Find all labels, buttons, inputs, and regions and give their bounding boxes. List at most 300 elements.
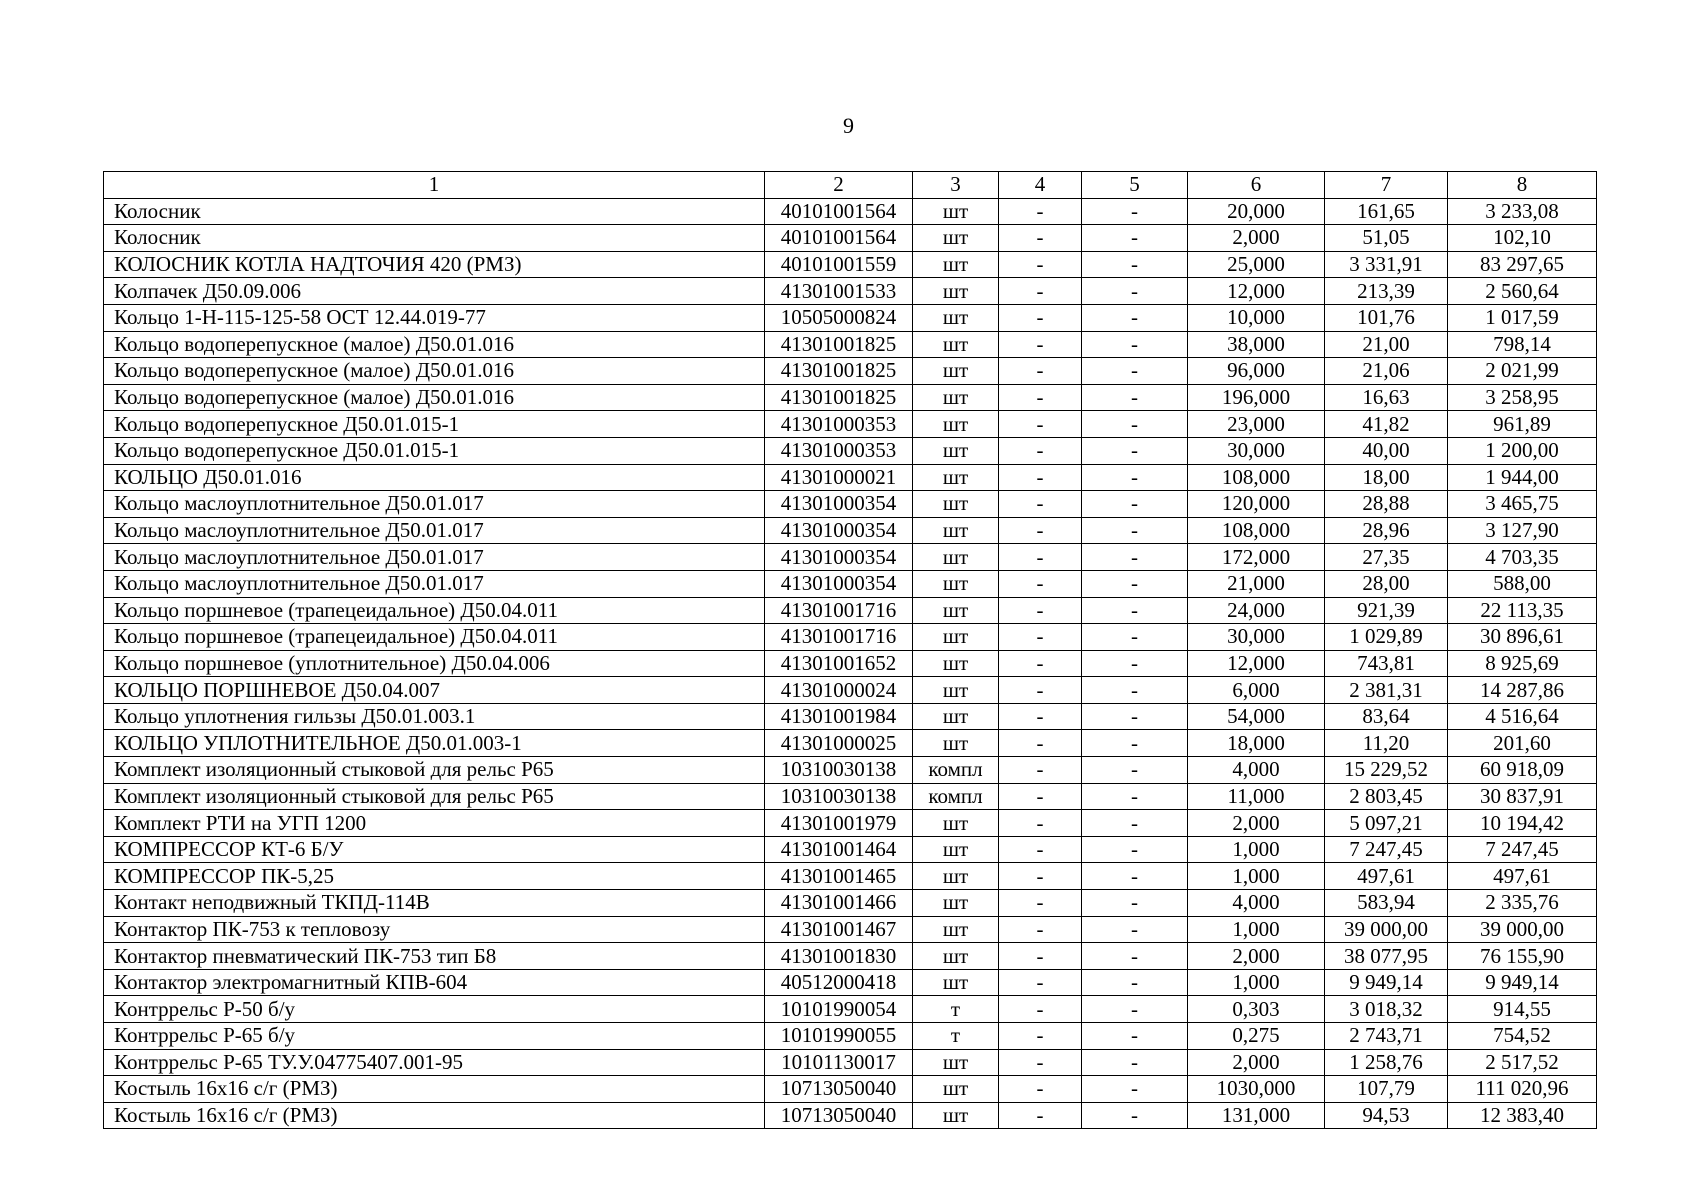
unit-cell: шт: [913, 384, 999, 411]
page-number: 9: [843, 113, 854, 138]
unit-cell: шт: [913, 1076, 999, 1103]
column-header: 3: [913, 172, 999, 199]
amount-cell: 10 194,42: [1448, 810, 1597, 837]
item-name-cell: Кольцо маслоуплотнительное Д50.01.017: [104, 544, 765, 571]
item-name-cell: Кольцо водоперепускное (малое) Д50.01.016: [104, 358, 765, 385]
col5-cell: -: [1082, 890, 1188, 917]
unit-cell: шт: [913, 969, 999, 996]
item-code-cell: 41301001464: [765, 836, 913, 863]
quantity-cell: 6,000: [1188, 677, 1325, 704]
table-row: [104, 570, 1597, 597]
col4-cell: -: [999, 969, 1082, 996]
price-cell: 7 247,45: [1325, 836, 1448, 863]
table-row: [104, 703, 1597, 730]
item-name-cell: Кольцо маслоуплотнительное Д50.01.017: [104, 517, 765, 544]
item-name-cell: Костыль 16х16 с/г (РМЗ): [104, 1102, 765, 1129]
unit-cell: шт: [913, 1049, 999, 1076]
item-code-cell: 41301001466: [765, 890, 913, 917]
item-code-cell: 41301001716: [765, 597, 913, 624]
item-code-cell: 10101990054: [765, 996, 913, 1023]
item-name-cell: Кольцо водоперепускное (малое) Д50.01.016: [104, 331, 765, 358]
item-name-cell: Колпачек Д50.09.006: [104, 278, 765, 305]
col5-cell: -: [1082, 358, 1188, 385]
price-cell: 15 229,52: [1325, 757, 1448, 784]
item-name-cell: Кольцо поршневое (уплотнительное) Д50.04.006: [104, 650, 765, 677]
item-name-cell: Контактор электромагнитный КПВ-604: [104, 969, 765, 996]
quantity-cell: 4,000: [1188, 757, 1325, 784]
col4-cell: -: [999, 437, 1082, 464]
quantity-cell: 0,275: [1188, 1023, 1325, 1050]
amount-cell: 914,55: [1448, 996, 1597, 1023]
column-header: 4: [999, 172, 1082, 199]
amount-cell: 83 297,65: [1448, 251, 1597, 278]
amount-cell: 2 335,76: [1448, 890, 1597, 917]
table-row: [104, 836, 1597, 863]
item-name-cell: Кольцо водоперепускное (малое) Д50.01.016: [104, 384, 765, 411]
table-row: [104, 278, 1597, 305]
col4-cell: -: [999, 677, 1082, 704]
quantity-cell: 120,000: [1188, 491, 1325, 518]
item-name-cell: Кольцо водоперепускное Д50.01.015-1: [104, 437, 765, 464]
price-cell: 921,39: [1325, 597, 1448, 624]
item-code-cell: 10713050040: [765, 1102, 913, 1129]
table-row: [104, 384, 1597, 411]
col5-cell: -: [1082, 969, 1188, 996]
col4-cell: -: [999, 597, 1082, 624]
quantity-cell: 1,000: [1188, 969, 1325, 996]
item-code-cell: 41301001467: [765, 916, 913, 943]
col5-cell: -: [1082, 810, 1188, 837]
table-row: [104, 863, 1597, 890]
item-code-cell: 40101001564: [765, 198, 913, 225]
col5-cell: -: [1082, 1049, 1188, 1076]
col4-cell: -: [999, 730, 1082, 757]
table-row: [104, 597, 1597, 624]
quantity-cell: 131,000: [1188, 1102, 1325, 1129]
amount-cell: 798,14: [1448, 331, 1597, 358]
col4-cell: -: [999, 384, 1082, 411]
quantity-cell: 96,000: [1188, 358, 1325, 385]
item-name-cell: КОМПРЕССОР КТ-6 Б/У: [104, 836, 765, 863]
item-code-cell: 41301000024: [765, 677, 913, 704]
quantity-cell: 196,000: [1188, 384, 1325, 411]
header-row: [104, 172, 1597, 199]
price-cell: 38 077,95: [1325, 943, 1448, 970]
price-cell: 41,82: [1325, 411, 1448, 438]
table-row: [104, 969, 1597, 996]
amount-cell: 1 200,00: [1448, 437, 1597, 464]
price-cell: 497,61: [1325, 863, 1448, 890]
quantity-cell: 1030,000: [1188, 1076, 1325, 1103]
table-row: [104, 677, 1597, 704]
column-header: 5: [1082, 172, 1188, 199]
table-row: [104, 943, 1597, 970]
item-code-cell: 41301001830: [765, 943, 913, 970]
table-row: [104, 358, 1597, 385]
unit-cell: шт: [913, 677, 999, 704]
item-code-cell: 41301000021: [765, 464, 913, 491]
table-row: [104, 251, 1597, 278]
col5-cell: -: [1082, 757, 1188, 784]
quantity-cell: 12,000: [1188, 650, 1325, 677]
item-name-cell: КОМПРЕССОР ПК-5,25: [104, 863, 765, 890]
quantity-cell: 25,000: [1188, 251, 1325, 278]
item-code-cell: 41301000354: [765, 570, 913, 597]
amount-cell: 3 127,90: [1448, 517, 1597, 544]
price-cell: 743,81: [1325, 650, 1448, 677]
table-row: [104, 517, 1597, 544]
unit-cell: шт: [913, 890, 999, 917]
col4-cell: -: [999, 570, 1082, 597]
amount-cell: 2 560,64: [1448, 278, 1597, 305]
unit-cell: т: [913, 996, 999, 1023]
unit-cell: шт: [913, 278, 999, 305]
quantity-cell: 1,000: [1188, 863, 1325, 890]
price-cell: 213,39: [1325, 278, 1448, 305]
quantity-cell: 11,000: [1188, 783, 1325, 810]
col5-cell: -: [1082, 411, 1188, 438]
unit-cell: шт: [913, 437, 999, 464]
item-code-cell: 41301001825: [765, 358, 913, 385]
item-code-cell: 10310030138: [765, 783, 913, 810]
unit-cell: шт: [913, 624, 999, 651]
amount-cell: 60 918,09: [1448, 757, 1597, 784]
item-name-cell: Контактор ПК-753 к тепловозу: [104, 916, 765, 943]
col4-cell: -: [999, 836, 1082, 863]
item-name-cell: КОЛЬЦО Д50.01.016: [104, 464, 765, 491]
col5-cell: -: [1082, 597, 1188, 624]
table-row: [104, 464, 1597, 491]
table-row: [104, 624, 1597, 651]
col5-cell: -: [1082, 863, 1188, 890]
table-row: [104, 198, 1597, 225]
amount-cell: 22 113,35: [1448, 597, 1597, 624]
unit-cell: шт: [913, 198, 999, 225]
item-code-cell: 10310030138: [765, 757, 913, 784]
item-code-cell: 40101001559: [765, 251, 913, 278]
col4-cell: -: [999, 863, 1082, 890]
price-cell: 11,20: [1325, 730, 1448, 757]
col5-cell: -: [1082, 783, 1188, 810]
unit-cell: шт: [913, 650, 999, 677]
amount-cell: 102,10: [1448, 225, 1597, 252]
table-row: [104, 783, 1597, 810]
item-name-cell: Контакт неподвижный ТКПД-114В: [104, 890, 765, 917]
col5-cell: -: [1082, 251, 1188, 278]
table-row: [104, 331, 1597, 358]
col5-cell: -: [1082, 331, 1188, 358]
inventory-table: [103, 171, 1597, 1129]
item-name-cell: Кольцо поршневое (трапецеидальное) Д50.04.011: [104, 624, 765, 651]
col5-cell: -: [1082, 943, 1188, 970]
unit-cell: шт: [913, 943, 999, 970]
item-name-cell: Контррельс Р-65 б/у: [104, 1023, 765, 1050]
item-code-cell: 41301000354: [765, 517, 913, 544]
amount-cell: 201,60: [1448, 730, 1597, 757]
amount-cell: 588,00: [1448, 570, 1597, 597]
col4-cell: -: [999, 544, 1082, 571]
quantity-cell: 2,000: [1188, 1049, 1325, 1076]
item-code-cell: 41301001533: [765, 278, 913, 305]
col5-cell: -: [1082, 916, 1188, 943]
col4-cell: -: [999, 624, 1082, 651]
price-cell: 1 258,76: [1325, 1049, 1448, 1076]
unit-cell: шт: [913, 411, 999, 438]
quantity-cell: 2,000: [1188, 225, 1325, 252]
price-cell: 83,64: [1325, 703, 1448, 730]
item-code-cell: 10713050040: [765, 1076, 913, 1103]
col4-cell: -: [999, 703, 1082, 730]
col5-cell: -: [1082, 730, 1188, 757]
price-cell: 21,00: [1325, 331, 1448, 358]
quantity-cell: 1,000: [1188, 836, 1325, 863]
unit-cell: компл: [913, 783, 999, 810]
table-row: [104, 304, 1597, 331]
price-cell: 28,00: [1325, 570, 1448, 597]
amount-cell: 12 383,40: [1448, 1102, 1597, 1129]
quantity-cell: 172,000: [1188, 544, 1325, 571]
item-name-cell: Контактор пневматический ПК-753 тип Б8: [104, 943, 765, 970]
item-code-cell: 41301000354: [765, 544, 913, 571]
price-cell: 21,06: [1325, 358, 1448, 385]
column-header: 8: [1448, 172, 1597, 199]
item-name-cell: Кольцо 1-Н-115-125-58 ОСТ 12.44.019-77: [104, 304, 765, 331]
table-row: [104, 810, 1597, 837]
amount-cell: 7 247,45: [1448, 836, 1597, 863]
quantity-cell: 23,000: [1188, 411, 1325, 438]
col5-cell: -: [1082, 437, 1188, 464]
price-cell: 2 381,31: [1325, 677, 1448, 704]
table-row: [104, 544, 1597, 571]
unit-cell: шт: [913, 730, 999, 757]
quantity-cell: 54,000: [1188, 703, 1325, 730]
col4-cell: -: [999, 1076, 1082, 1103]
col4-cell: -: [999, 225, 1082, 252]
table-row: [104, 437, 1597, 464]
col5-cell: -: [1082, 517, 1188, 544]
col5-cell: -: [1082, 464, 1188, 491]
col4-cell: -: [999, 278, 1082, 305]
item-name-cell: Колосник: [104, 198, 765, 225]
table-row: [104, 411, 1597, 438]
amount-cell: 30 896,61: [1448, 624, 1597, 651]
unit-cell: компл: [913, 757, 999, 784]
item-code-cell: 10101990055: [765, 1023, 913, 1050]
item-code-cell: 40512000418: [765, 969, 913, 996]
unit-cell: шт: [913, 517, 999, 544]
col4-cell: -: [999, 890, 1082, 917]
amount-cell: 4 516,64: [1448, 703, 1597, 730]
unit-cell: шт: [913, 570, 999, 597]
price-cell: 18,00: [1325, 464, 1448, 491]
quantity-cell: 30,000: [1188, 437, 1325, 464]
price-cell: 9 949,14: [1325, 969, 1448, 996]
unit-cell: шт: [913, 703, 999, 730]
price-cell: 16,63: [1325, 384, 1448, 411]
column-header: 2: [765, 172, 913, 199]
col4-cell: -: [999, 411, 1082, 438]
unit-cell: шт: [913, 464, 999, 491]
col4-cell: -: [999, 491, 1082, 518]
amount-cell: 2 517,52: [1448, 1049, 1597, 1076]
price-cell: 1 029,89: [1325, 624, 1448, 651]
price-cell: 2 743,71: [1325, 1023, 1448, 1050]
col4-cell: -: [999, 783, 1082, 810]
item-name-cell: Кольцо водоперепускное Д50.01.015-1: [104, 411, 765, 438]
amount-cell: 30 837,91: [1448, 783, 1597, 810]
item-code-cell: 41301001465: [765, 863, 913, 890]
item-code-cell: 41301000353: [765, 437, 913, 464]
price-cell: 161,65: [1325, 198, 1448, 225]
unit-cell: шт: [913, 597, 999, 624]
quantity-cell: 108,000: [1188, 464, 1325, 491]
col5-cell: -: [1082, 996, 1188, 1023]
amount-cell: 3 465,75: [1448, 491, 1597, 518]
item-code-cell: 41301001979: [765, 810, 913, 837]
price-cell: 5 097,21: [1325, 810, 1448, 837]
amount-cell: 961,89: [1448, 411, 1597, 438]
item-code-cell: 41301000354: [765, 491, 913, 518]
quantity-cell: 38,000: [1188, 331, 1325, 358]
item-code-cell: 41301001825: [765, 384, 913, 411]
item-name-cell: КОЛЬЦО УПЛОТНИТЕЛЬНОЕ Д50.01.003-1: [104, 730, 765, 757]
price-cell: 28,88: [1325, 491, 1448, 518]
col5-cell: -: [1082, 544, 1188, 571]
col4-cell: -: [999, 251, 1082, 278]
col4-cell: -: [999, 1049, 1082, 1076]
item-name-cell: Колосник: [104, 225, 765, 252]
col4-cell: -: [999, 650, 1082, 677]
col4-cell: -: [999, 304, 1082, 331]
table-body: [104, 198, 1597, 1129]
amount-cell: 76 155,90: [1448, 943, 1597, 970]
item-name-cell: Контррельс Р-65 ТУ.У.04775407.001-95: [104, 1049, 765, 1076]
item-code-cell: 41301000025: [765, 730, 913, 757]
table-row: [104, 916, 1597, 943]
quantity-cell: 18,000: [1188, 730, 1325, 757]
col4-cell: -: [999, 331, 1082, 358]
price-cell: 101,76: [1325, 304, 1448, 331]
col4-cell: -: [999, 1023, 1082, 1050]
amount-cell: 3 233,08: [1448, 198, 1597, 225]
item-name-cell: Контррельс Р-50 б/у: [104, 996, 765, 1023]
item-name-cell: КОЛЬЦО ПОРШНЕВОЕ Д50.04.007: [104, 677, 765, 704]
unit-cell: шт: [913, 251, 999, 278]
price-cell: 107,79: [1325, 1076, 1448, 1103]
col4-cell: -: [999, 198, 1082, 225]
amount-cell: 111 020,96: [1448, 1076, 1597, 1103]
item-code-cell: 10101130017: [765, 1049, 913, 1076]
price-cell: 51,05: [1325, 225, 1448, 252]
price-cell: 3 331,91: [1325, 251, 1448, 278]
table-row: [104, 1076, 1597, 1103]
item-name-cell: Кольцо маслоуплотнительное Д50.01.017: [104, 570, 765, 597]
amount-cell: 39 000,00: [1448, 916, 1597, 943]
item-name-cell: Комплект изоляционный стыковой для рельс Р65: [104, 783, 765, 810]
amount-cell: 3 258,95: [1448, 384, 1597, 411]
table-row: [104, 730, 1597, 757]
amount-cell: 1 017,59: [1448, 304, 1597, 331]
unit-cell: шт: [913, 1102, 999, 1129]
col4-cell: -: [999, 996, 1082, 1023]
quantity-cell: 12,000: [1188, 278, 1325, 305]
quantity-cell: 108,000: [1188, 517, 1325, 544]
quantity-cell: 4,000: [1188, 890, 1325, 917]
quantity-cell: 2,000: [1188, 810, 1325, 837]
unit-cell: шт: [913, 544, 999, 571]
column-header: 7: [1325, 172, 1448, 199]
column-header: 6: [1188, 172, 1325, 199]
amount-cell: 8 925,69: [1448, 650, 1597, 677]
amount-cell: 4 703,35: [1448, 544, 1597, 571]
amount-cell: 14 287,86: [1448, 677, 1597, 704]
unit-cell: шт: [913, 836, 999, 863]
price-cell: 27,35: [1325, 544, 1448, 571]
col5-cell: -: [1082, 836, 1188, 863]
col5-cell: -: [1082, 198, 1188, 225]
col5-cell: -: [1082, 1076, 1188, 1103]
quantity-cell: 0,303: [1188, 996, 1325, 1023]
table-row: [104, 225, 1597, 252]
table-row: [104, 890, 1597, 917]
col4-cell: -: [999, 757, 1082, 784]
unit-cell: шт: [913, 863, 999, 890]
unit-cell: шт: [913, 331, 999, 358]
col5-cell: -: [1082, 703, 1188, 730]
price-cell: 40,00: [1325, 437, 1448, 464]
table-row: [104, 650, 1597, 677]
unit-cell: шт: [913, 810, 999, 837]
table-row: [104, 1102, 1597, 1129]
quantity-cell: 20,000: [1188, 198, 1325, 225]
col5-cell: -: [1082, 225, 1188, 252]
item-name-cell: Комплект изоляционный стыковой для рельс Р65: [104, 757, 765, 784]
table-row: [104, 1049, 1597, 1076]
amount-cell: 2 021,99: [1448, 358, 1597, 385]
item-name-cell: Кольцо уплотнения гильзы Д50.01.003.1: [104, 703, 765, 730]
amount-cell: 754,52: [1448, 1023, 1597, 1050]
amount-cell: 497,61: [1448, 863, 1597, 890]
col4-cell: -: [999, 358, 1082, 385]
item-code-cell: 41301001984: [765, 703, 913, 730]
quantity-cell: 2,000: [1188, 943, 1325, 970]
col5-cell: -: [1082, 278, 1188, 305]
unit-cell: шт: [913, 916, 999, 943]
col5-cell: -: [1082, 677, 1188, 704]
quantity-cell: 10,000: [1188, 304, 1325, 331]
price-cell: 3 018,32: [1325, 996, 1448, 1023]
col5-cell: -: [1082, 491, 1188, 518]
table-row: [104, 491, 1597, 518]
col4-cell: -: [999, 916, 1082, 943]
item-code-cell: 41301001716: [765, 624, 913, 651]
item-name-cell: Комплект РТИ на УГП 1200: [104, 810, 765, 837]
table-row: [104, 1023, 1597, 1050]
col5-cell: -: [1082, 624, 1188, 651]
table-row: [104, 996, 1597, 1023]
table-row: [104, 757, 1597, 784]
col5-cell: -: [1082, 304, 1188, 331]
item-code-cell: 40101001564: [765, 225, 913, 252]
col5-cell: -: [1082, 570, 1188, 597]
quantity-cell: 21,000: [1188, 570, 1325, 597]
item-name-cell: Кольцо маслоуплотнительное Д50.01.017: [104, 491, 765, 518]
item-name-cell: КОЛОСНИК КОТЛА НАДТОЧИЯ 420 (РМЗ): [104, 251, 765, 278]
amount-cell: 9 949,14: [1448, 969, 1597, 996]
quantity-cell: 30,000: [1188, 624, 1325, 651]
col4-cell: -: [999, 943, 1082, 970]
price-cell: 583,94: [1325, 890, 1448, 917]
